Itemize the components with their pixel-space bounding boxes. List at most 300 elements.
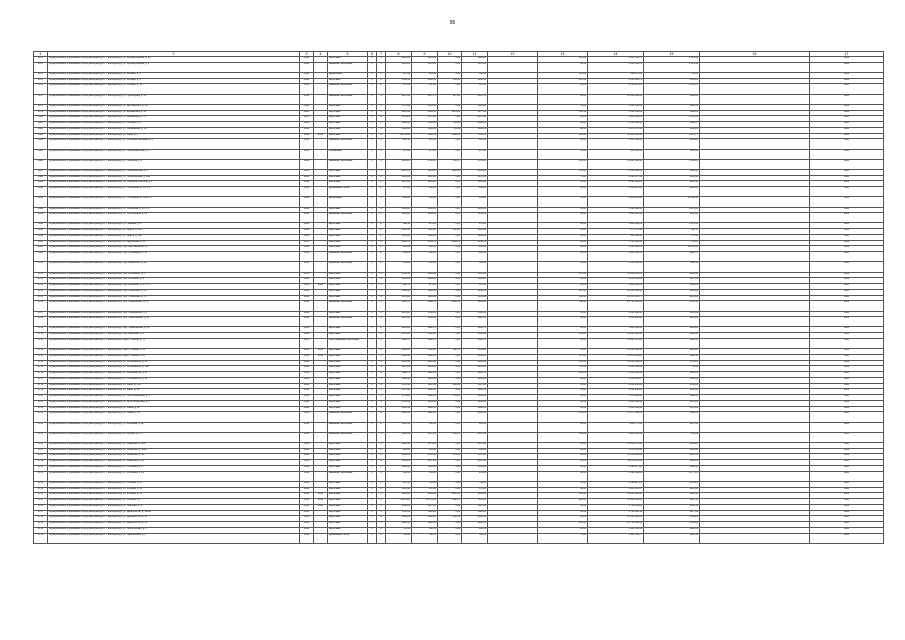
total-area-cell: 485,10 bbox=[386, 139, 412, 149]
total-area-cell: 1874,00 bbox=[386, 311, 412, 317]
repair-cost-cell: 14 967 676,05 bbox=[588, 338, 644, 348]
year-built-cell: 1958 bbox=[300, 197, 314, 207]
unit-cost-cell: 8618,56 bbox=[644, 533, 700, 543]
unit-cost-cell: 5960,62 bbox=[644, 213, 700, 223]
wall-material-cell: кирпичные bbox=[328, 229, 368, 235]
table-row bbox=[34, 301, 884, 311]
floors-cell: 5 bbox=[368, 389, 377, 395]
num-cell: 2740 bbox=[34, 527, 48, 533]
entrances-cell: 3 bbox=[377, 372, 386, 378]
repair-cost-cell: 4 432 593,76 bbox=[588, 57, 644, 63]
num-cell: 2731 bbox=[34, 471, 48, 481]
address-cell: Муниципальное образование «город Екатеринбург», г. Екатеринбург, ул. Артиллерийская, д. 4 bbox=[48, 395, 300, 401]
column-12-cell bbox=[488, 159, 538, 169]
year-built-cell: 1960 bbox=[300, 516, 314, 522]
repair-cost-cell: 2 365 838,39 bbox=[588, 366, 644, 372]
residents-cell: 40,00 bbox=[538, 317, 588, 327]
residents-cell: 128,00 bbox=[538, 372, 588, 378]
address-cell: Муниципальное образование «город Екатеринбург», г. Екатеринбург, пер. Ключевой, д. 47, к. 1 bbox=[48, 284, 300, 290]
municipal-area-cell: 0,00 bbox=[438, 272, 462, 278]
total-area-cell: 311,00 bbox=[386, 252, 412, 262]
num-cell: 2678 bbox=[34, 104, 48, 110]
repair-cost-cell: 20 662 986,46 bbox=[588, 289, 644, 295]
num-cell: 2713 bbox=[34, 354, 48, 360]
living-area-cell: 2697,00 bbox=[412, 432, 438, 442]
total-area-cell: 999,00 bbox=[386, 448, 412, 454]
living-area-cell: 286,00 bbox=[412, 252, 438, 262]
wall-material-cell: кирпичные bbox=[328, 278, 368, 284]
wall-material-cell: каменные, кирпичные bbox=[328, 432, 368, 442]
municipal-area-cell: 0,00 bbox=[438, 471, 462, 481]
unit-cost-cell: 3 211,05 bbox=[644, 78, 700, 84]
year-built-cell: 1960 bbox=[300, 234, 314, 240]
planned-year-cell: 2020 bbox=[810, 481, 884, 487]
wall-material-cell: кирпичные bbox=[328, 481, 368, 487]
year-built-cell: 1958 bbox=[300, 383, 314, 389]
residential-area-cell: 3477,90 bbox=[462, 110, 488, 116]
entrances-cell: 2 bbox=[377, 252, 386, 262]
municipal-area-cell: 856,70 bbox=[438, 516, 462, 522]
entrances-cell: 1 bbox=[377, 149, 386, 159]
entrances-cell: 1 bbox=[377, 197, 386, 207]
repair-cost-cell: 8 060 106,85 bbox=[588, 383, 644, 389]
living-area-cell: 1142,80 bbox=[412, 122, 438, 128]
municipal-area-cell: 0,00 bbox=[438, 366, 462, 372]
table-row bbox=[34, 213, 884, 223]
floors-cell: 4 bbox=[368, 454, 377, 460]
total-area-cell: 872,30 bbox=[386, 84, 412, 94]
num-cell: 2706 bbox=[34, 301, 48, 311]
column-12-cell bbox=[488, 262, 538, 272]
address-cell: Муниципальное образование «город Екатеринбург», г. Екатеринбург, ул. Кобзаря, д. 2 bbox=[48, 122, 300, 128]
repair-cost-cell: 3 526 302,25 bbox=[588, 62, 644, 72]
residents-cell: 40,00 bbox=[538, 400, 588, 406]
planned-year-cell: 2020 bbox=[810, 187, 884, 197]
repair-cost-cell: 3 598 882,90 bbox=[588, 207, 644, 213]
entrances-cell: 4 bbox=[377, 522, 386, 528]
residents-cell: 44,00 bbox=[538, 327, 588, 333]
wall-material-cell: деревянные bbox=[328, 197, 368, 207]
unit-cost-cell: 6857,61 bbox=[644, 454, 700, 460]
residents-cell: 113,00 bbox=[538, 169, 588, 175]
entrances-cell: 4 bbox=[377, 169, 386, 175]
num-cell: 2718 bbox=[34, 383, 48, 389]
num-cell: 2724 bbox=[34, 422, 48, 432]
unit-cost-cell: 5122,33 bbox=[644, 465, 700, 471]
entrances-cell: 3 bbox=[377, 289, 386, 295]
address-cell: Муниципальное образование «город Екатеринбург», г. Екатеринбург, ул. Космонавтов, д. 34 bbox=[48, 377, 300, 383]
residents-cell: 68,00 bbox=[538, 122, 588, 128]
entrances-cell: 4 bbox=[377, 395, 386, 401]
planned-year-cell: 2020 bbox=[810, 406, 884, 412]
year-built-cell: 1964 bbox=[300, 278, 314, 284]
living-area-cell: 1268,10 bbox=[412, 389, 438, 395]
living-area-cell: 2486,50 bbox=[412, 395, 438, 401]
planned-year-cell: 2020 bbox=[810, 262, 884, 272]
living-area-cell: 434,00 bbox=[412, 471, 438, 481]
total-area-cell: 3064,20 bbox=[386, 159, 412, 169]
total-area-cell: 1373,60 bbox=[386, 389, 412, 395]
unit-cost-cell: 4 317,77 bbox=[644, 133, 700, 139]
address-cell: Муниципальное образование «город Екатеринбург», г. Екатеринбург, просп. Ленина, д. 60 bbox=[48, 354, 300, 360]
planned-year-cell: 2020 bbox=[810, 104, 884, 110]
planned-year-cell: 2020 bbox=[810, 246, 884, 252]
year-built-cell: 1958 bbox=[300, 72, 314, 78]
repair-cost-cell: 16 577 480,03 bbox=[588, 412, 644, 422]
municipal-area-cell: 0,00 bbox=[438, 442, 462, 448]
entrances-cell: 2 bbox=[377, 481, 386, 487]
repair-cost-cell: 677 172,99 bbox=[588, 229, 644, 235]
year-built-cell: 1964 bbox=[300, 284, 314, 290]
living-area-cell: 3896,70 bbox=[412, 301, 438, 311]
num-cell: 2710 bbox=[34, 333, 48, 339]
unit-cost-cell: 8 073,08 bbox=[644, 207, 700, 213]
entrances-cell: 2 bbox=[377, 448, 386, 454]
living-area-cell: 905,60 bbox=[412, 448, 438, 454]
year-built-cell: 1975 bbox=[300, 240, 314, 246]
residential-area-cell: 4165,00 bbox=[462, 207, 488, 213]
year-built-cell: 1960 bbox=[300, 377, 314, 383]
column-16-cell bbox=[700, 84, 810, 94]
column-header: 5 bbox=[328, 52, 368, 57]
num-cell: 2719 bbox=[34, 389, 48, 395]
residential-area-cell: 4029,60 bbox=[462, 57, 488, 63]
year-built-cell: 1983 bbox=[300, 110, 314, 116]
planned-year-cell: 2020 bbox=[810, 499, 884, 505]
unit-cost-cell: 10,64 bbox=[644, 366, 700, 372]
municipal-area-cell: 590,70 bbox=[438, 349, 462, 355]
floors-cell: 2 bbox=[368, 533, 377, 543]
year-built-cell: 1958 bbox=[300, 333, 314, 339]
entrances-cell: 4 bbox=[377, 207, 386, 213]
floors-cell: 6 bbox=[368, 510, 377, 516]
residential-area-cell: 905,60 bbox=[462, 448, 488, 454]
repair-cost-cell: 7 280 771,45 bbox=[588, 422, 644, 432]
residential-area-cell: 2616,00 bbox=[462, 317, 488, 327]
residents-cell: 86,00 bbox=[538, 377, 588, 383]
repair-cost-cell: 16 050 175,94 bbox=[588, 442, 644, 448]
municipal-area-cell: 0,00 bbox=[438, 278, 462, 284]
planned-year-cell: 2020 bbox=[810, 533, 884, 543]
residents-cell: 20,00 bbox=[538, 284, 588, 290]
num-cell: 2691 bbox=[34, 197, 48, 207]
planned-year-cell: 2020 bbox=[810, 223, 884, 229]
residents-cell: 201,00 bbox=[538, 57, 588, 63]
residents-cell: 23,00 bbox=[538, 246, 588, 252]
municipal-area-cell: 0,00 bbox=[438, 389, 462, 395]
year-renovated-cell bbox=[314, 252, 328, 262]
living-area-cell: 2856,50 bbox=[412, 354, 438, 360]
floors-cell: 4 bbox=[368, 317, 377, 327]
year-built-cell: 1958 bbox=[300, 510, 314, 516]
repair-cost-cell: 12 714 698,14 bbox=[588, 522, 644, 528]
num-cell: 2732 bbox=[34, 481, 48, 487]
planned-year-cell: 2020 bbox=[810, 432, 884, 442]
num-cell: 2736 bbox=[34, 504, 48, 510]
year-built-cell: 1958 bbox=[300, 366, 314, 372]
residents-cell: 9,00 bbox=[538, 175, 588, 181]
entrances-cell: 2 bbox=[377, 471, 386, 481]
repair-cost-cell: 4 080 996,35 bbox=[588, 284, 644, 290]
planned-year-cell: 2020 bbox=[810, 354, 884, 360]
address-cell: Муниципальное образование «город Екатеринбург», г. Екатеринбург, ул. Ереванская, д. 19 bbox=[48, 110, 300, 116]
residential-area-cell: 444,90 bbox=[462, 197, 488, 207]
address-cell: Муниципальное образование «город Екатеринбург», г. Екатеринбург, пер. Каменский, д. 16 bbox=[48, 262, 300, 272]
municipal-area-cell: 0,00 bbox=[438, 252, 462, 262]
living-area-cell: 5978,20 bbox=[412, 62, 438, 72]
table-row bbox=[34, 197, 884, 207]
address-cell: Муниципальное образование «город Екатеринбург», г. Екатеринбург, пер. Солнечный, д. 15 bbox=[48, 289, 300, 295]
wall-material-cell: каменные, кирпичные bbox=[328, 159, 368, 169]
residential-area-cell: 2697,00 bbox=[462, 432, 488, 442]
year-built-cell: 1959 bbox=[300, 84, 314, 94]
municipal-area-cell: 2308,00 bbox=[438, 133, 462, 139]
wall-material-cell: каменные, кирпичные bbox=[328, 301, 368, 311]
municipal-area-cell: 0,00 bbox=[438, 234, 462, 240]
total-area-cell: 784,20 bbox=[386, 533, 412, 543]
repair-cost-cell: 2 598 891,25 bbox=[588, 181, 644, 187]
floors-cell: 2 bbox=[368, 139, 377, 149]
address-cell: Муниципальное образование «город Екатеринбург», г. Екатеринбург, ул. Азина, д. 23 bbox=[48, 412, 300, 422]
column-header: 12 bbox=[488, 52, 538, 57]
residents-cell: 40,00 bbox=[538, 240, 588, 246]
year-built-cell: 1960 bbox=[300, 159, 314, 169]
num-cell: 2717 bbox=[34, 377, 48, 383]
living-area-cell: 2404,50 bbox=[412, 377, 438, 383]
address-cell: Муниципальное образование «город Екатеринбург», г. Екатеринбург, ул. Социалистическая, д. 8 bbox=[48, 181, 300, 187]
residents-cell: 117,00 bbox=[538, 354, 588, 360]
address-cell: Муниципальное образование «город Екатеринбург», г. Екатеринбург, ул. Азина, д. 20 bbox=[48, 406, 300, 412]
wall-material-cell: кирпичные bbox=[328, 272, 368, 278]
wall-material-cell: кирпичные bbox=[328, 240, 368, 246]
unit-cost-cell: 6 456,26 bbox=[644, 159, 700, 169]
residents-cell: 28,00 bbox=[538, 139, 588, 149]
living-area-cell: 750,00 bbox=[412, 481, 438, 487]
unit-cost-cell: 2436,61 bbox=[644, 372, 700, 378]
year-built-cell: 1959 bbox=[300, 207, 314, 213]
repair-cost-cell: 2 446 288,29 bbox=[588, 223, 644, 229]
living-area-cell: 3636,00 bbox=[412, 516, 438, 522]
floors-cell: 5 bbox=[368, 412, 377, 422]
floors-cell: 4 bbox=[368, 504, 377, 510]
residential-area-cell: 304,60 bbox=[462, 262, 488, 272]
residents-cell: 29,00 bbox=[538, 229, 588, 235]
residents-cell: 108,00 bbox=[538, 522, 588, 528]
column-header: 17 bbox=[810, 52, 884, 57]
residents-cell: 22,00 bbox=[538, 187, 588, 197]
wall-material-cell: кирпичные bbox=[328, 527, 368, 533]
municipal-area-cell: 0,00 bbox=[438, 84, 462, 94]
total-area-cell: 3130,10 bbox=[386, 406, 412, 412]
municipal-area-cell: 0,00 bbox=[438, 522, 462, 528]
year-renovated-cell bbox=[314, 301, 328, 311]
total-area-cell: 1737,80 bbox=[386, 104, 412, 110]
entrances-cell: 3 bbox=[377, 504, 386, 510]
floors-cell: 5 bbox=[368, 104, 377, 110]
year-renovated-cell bbox=[314, 412, 328, 422]
entrances-cell: 4 bbox=[377, 57, 386, 63]
municipal-area-cell: 1097,10 bbox=[438, 493, 462, 499]
living-area-cell: 3130,00 bbox=[412, 349, 438, 355]
year-renovated-cell: 2000 bbox=[314, 284, 328, 290]
residents-cell: 60,00 bbox=[538, 395, 588, 401]
wall-material-cell: ЖБК, каменные, кирпичные bbox=[328, 338, 368, 348]
repair-cost-cell: 2 203 291,08 bbox=[588, 197, 644, 207]
planned-year-cell: 2020 bbox=[810, 252, 884, 262]
wall-material-cell: каменные, кирпичные bbox=[328, 412, 368, 422]
living-area-cell: 4029,60 bbox=[412, 57, 438, 63]
year-built-cell: 1958 bbox=[300, 422, 314, 432]
entrances-cell: 6 bbox=[377, 272, 386, 278]
address-cell: Муниципальное образование «город Екатеринбург», г. Екатеринбург, ул. Тобольская, д. 18а, к. 3 bbox=[48, 197, 300, 207]
municipal-area-cell: 0,00 bbox=[438, 262, 462, 272]
unit-cost-cell: 1579,04 bbox=[644, 406, 700, 412]
wall-material-cell: кирпичные bbox=[328, 510, 368, 516]
wall-material-cell: каменные, кирпичные bbox=[328, 252, 368, 262]
wall-material-cell: кирпичные bbox=[328, 354, 368, 360]
entrances-cell: 2 bbox=[377, 234, 386, 240]
residential-area-cell: 286,00 bbox=[462, 252, 488, 262]
residential-area-cell: 3014,00 bbox=[462, 169, 488, 175]
planned-year-cell: 2020 bbox=[810, 133, 884, 139]
entrances-cell: 2 bbox=[377, 262, 386, 272]
municipal-area-cell: 0,00 bbox=[438, 246, 462, 252]
residents-cell: 38,00 bbox=[538, 471, 588, 481]
municipal-area-cell: 236,40 bbox=[438, 229, 462, 235]
total-area-cell: 1301,30 bbox=[386, 229, 412, 235]
year-renovated-cell: 2012 bbox=[314, 354, 328, 360]
residents-cell: 222,00 bbox=[538, 133, 588, 139]
wall-material-cell: кирпичные bbox=[328, 327, 368, 333]
table-row bbox=[34, 139, 884, 149]
residents-cell: 38,00 bbox=[538, 527, 588, 533]
unit-cost-cell: 2263,69 bbox=[644, 311, 700, 317]
living-area-cell: 1283,40 bbox=[412, 234, 438, 240]
municipal-area-cell: 0,00 bbox=[438, 504, 462, 510]
year-renovated-cell bbox=[314, 262, 328, 272]
unit-cost-cell: 5045,60 bbox=[644, 448, 700, 454]
repair-cost-cell: 2 512 266,06 bbox=[588, 389, 644, 395]
municipal-area-cell: 0,00 bbox=[438, 487, 462, 493]
total-area-cell: 3478,60 bbox=[386, 94, 412, 104]
repair-cost-cell: 481 332,64 bbox=[588, 234, 644, 240]
column-16-cell bbox=[700, 139, 810, 149]
entrances-cell: 4 bbox=[377, 116, 386, 122]
floors-cell: 2 bbox=[368, 481, 377, 487]
repair-cost-cell: 21 713 120,09 bbox=[588, 301, 644, 311]
municipal-area-cell: 2436,70 bbox=[438, 240, 462, 246]
wall-material-cell: каменные, кирпичные bbox=[328, 94, 368, 104]
column-12-cell bbox=[488, 301, 538, 311]
column-16-cell bbox=[700, 317, 810, 327]
entrances-cell: 3 bbox=[377, 62, 386, 72]
floors-cell: 5 bbox=[368, 62, 377, 72]
wall-material-cell: кирпичные bbox=[328, 377, 368, 383]
residential-area-cell: 1697,00 bbox=[462, 383, 488, 389]
year-built-cell: 1960 bbox=[300, 454, 314, 460]
residential-area-cell: 2517,00 bbox=[462, 504, 488, 510]
planned-year-cell: 2020 bbox=[810, 240, 884, 246]
year-built-cell: 1958 bbox=[300, 317, 314, 327]
planned-year-cell: 2020 bbox=[810, 327, 884, 333]
entrances-cell: 4 bbox=[377, 360, 386, 366]
year-renovated-cell bbox=[314, 187, 328, 197]
address-cell: Муниципальное образование «город Екатеринбург», г. Екатеринбург, ул. Тобольская, д. 18, к. 2 bbox=[48, 187, 300, 197]
residential-area-cell: 2294,50 bbox=[462, 400, 488, 406]
year-built-cell: 1958 bbox=[300, 181, 314, 187]
planned-year-cell: 2020 bbox=[810, 527, 884, 533]
entrances-cell: 4 bbox=[377, 349, 386, 355]
residential-area-cell: 3180,80 bbox=[462, 333, 488, 339]
num-cell: 2694 bbox=[34, 223, 48, 229]
residential-area-cell: 2347,00 bbox=[462, 460, 488, 466]
municipal-area-cell: 0,00 bbox=[438, 311, 462, 317]
residential-area-cell: 863,60 bbox=[462, 72, 488, 78]
column-header: 14 bbox=[588, 52, 644, 57]
entrances-cell: 2 bbox=[377, 159, 386, 169]
living-area-cell: 708,30 bbox=[412, 533, 438, 543]
unit-cost-cell: 3097,15 bbox=[644, 499, 700, 505]
floors-cell: 3 bbox=[368, 432, 377, 442]
municipal-area-cell: 0,00 bbox=[438, 213, 462, 223]
year-built-cell: 1958 bbox=[300, 229, 314, 235]
floors-cell: 2 bbox=[368, 223, 377, 229]
municipal-area-cell: 0,00 bbox=[438, 62, 462, 72]
floors-cell: 4 bbox=[368, 78, 377, 84]
total-area-cell: 807,00 bbox=[386, 481, 412, 487]
entrances-cell: 2 bbox=[377, 527, 386, 533]
residential-area-cell: 4176,40 bbox=[462, 116, 488, 122]
living-area-cell: 1697,00 bbox=[412, 383, 438, 389]
entrances-cell: 4 bbox=[377, 406, 386, 412]
unit-cost-cell: 4861,88 bbox=[644, 327, 700, 333]
total-area-cell: 4308,70 bbox=[386, 301, 412, 311]
residential-area-cell: 3258,10 bbox=[462, 78, 488, 84]
residents-cell: 153,34 bbox=[538, 110, 588, 116]
residential-area-cell: 1798,00 bbox=[462, 311, 488, 317]
repair-cost-cell: 8 260 943,92 bbox=[588, 372, 644, 378]
living-area-cell: 2213,60 bbox=[412, 366, 438, 372]
year-built-cell: 1962 bbox=[300, 223, 314, 229]
column-header: 8 bbox=[386, 52, 412, 57]
year-built-cell: 1956 bbox=[300, 349, 314, 355]
planned-year-cell: 2020 bbox=[810, 372, 884, 378]
year-renovated-cell bbox=[314, 149, 328, 159]
total-area-cell: 1265,20 bbox=[386, 327, 412, 333]
wall-material-cell: кирпичные bbox=[328, 181, 368, 187]
year-built-cell: 1958 bbox=[300, 311, 314, 317]
unit-cost-cell: 2660,80 bbox=[644, 169, 700, 175]
residents-cell: 39,00 bbox=[538, 234, 588, 240]
floors-cell: 2 bbox=[368, 471, 377, 481]
planned-year-cell: 2020 bbox=[810, 127, 884, 133]
entrances-cell: 3 bbox=[377, 240, 386, 246]
num-cell: 2737 bbox=[34, 510, 48, 516]
municipal-area-cell: 0,00 bbox=[438, 72, 462, 78]
residents-cell: 25,00 bbox=[538, 366, 588, 372]
table-row bbox=[34, 149, 884, 159]
unit-cost-cell: 2289,11 bbox=[644, 181, 700, 187]
address-cell: Муниципальное образование «город Екатеринбург», г. Екатеринбург, ул. Кочкина, д. 15 bbox=[48, 493, 300, 499]
year-built-cell: 1960 bbox=[300, 360, 314, 366]
floors-cell: 5 bbox=[368, 127, 377, 133]
repair-cost-cell: 8 086 125,57 bbox=[588, 487, 644, 493]
total-area-cell: 275,20 bbox=[386, 149, 412, 159]
planned-year-cell: 2020 bbox=[810, 94, 884, 104]
floors-cell: 3 bbox=[368, 175, 377, 181]
year-built-cell: 1958 bbox=[300, 493, 314, 499]
num-cell: 2716 bbox=[34, 372, 48, 378]
